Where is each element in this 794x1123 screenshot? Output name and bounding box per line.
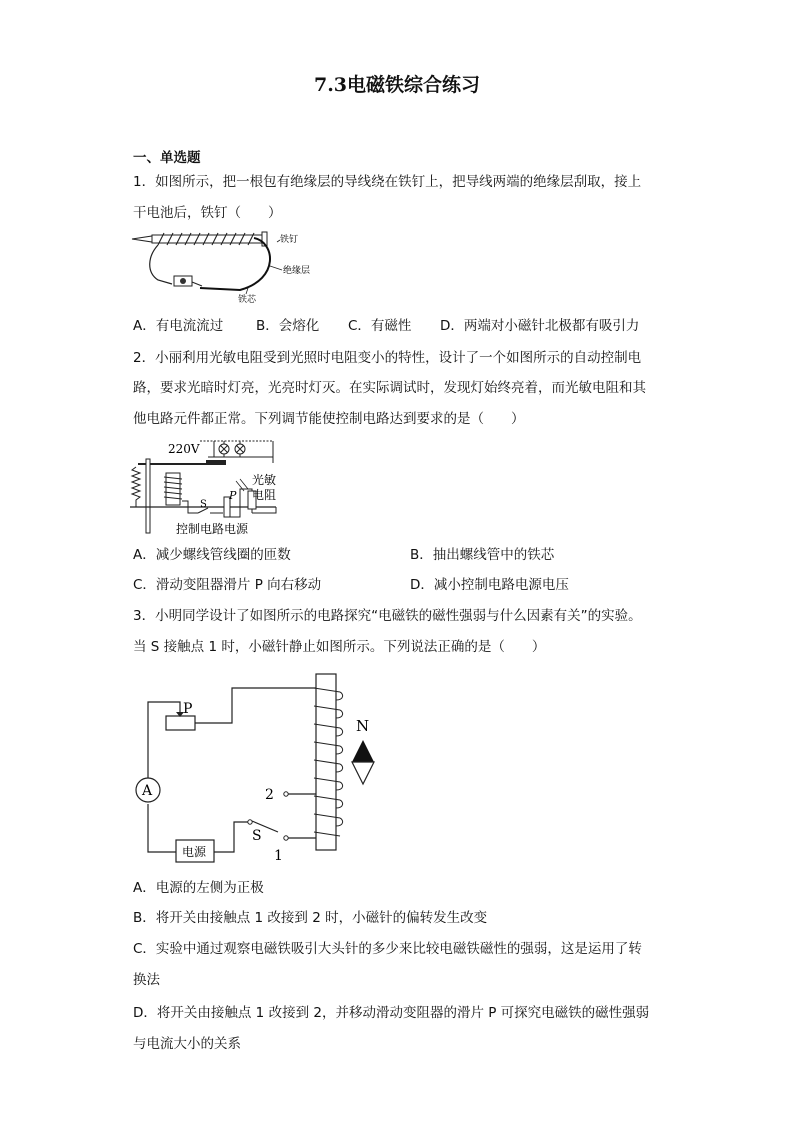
q2-stem-line3: 他电路元件都正常。下列调节能使控制电路达到要求的是（ ） bbox=[133, 411, 525, 427]
label-s: S bbox=[200, 499, 207, 510]
wire-left bbox=[150, 245, 172, 284]
label-nail: 铁钉 bbox=[280, 235, 299, 245]
label-s: S bbox=[252, 828, 262, 844]
label-insulation: 绝缘层 bbox=[283, 266, 311, 276]
q3-option-c-line1[interactable]: C．实验中通过观察电磁铁吸引大头针的多少来比较电磁铁磁性的强弱，这是运用了转 bbox=[133, 941, 642, 957]
label-2: 2 bbox=[265, 787, 274, 803]
q1-option-d[interactable]: D．两端对小磁针北极都有吸引力 bbox=[440, 318, 640, 334]
q2-figure-relay-circuit bbox=[128, 433, 278, 537]
section-heading: 一、单选题 bbox=[133, 150, 201, 166]
q1-stem-line1: 1．如图所示，把一根包有绝缘层的导线绕在铁钉上，把导线两端的绝缘层刮取，接上 bbox=[133, 174, 642, 190]
label-p: P bbox=[183, 701, 193, 717]
q1-option-a[interactable]: A．有电流流过 bbox=[133, 318, 224, 334]
label-p: P bbox=[229, 489, 237, 502]
q2-option-d[interactable]: D．减小控制电路电源电压 bbox=[410, 577, 569, 593]
wire-right bbox=[200, 238, 270, 290]
spring bbox=[132, 467, 140, 507]
q3-option-a[interactable]: A．电源的左侧为正极 bbox=[133, 880, 264, 896]
switch-pivot bbox=[248, 820, 252, 824]
lamp-icon-2 bbox=[235, 444, 245, 454]
q1-figure-nail-coil bbox=[130, 224, 330, 306]
lamp-icon-1 bbox=[219, 444, 229, 454]
nail-tip bbox=[132, 236, 152, 242]
q2-stem-line1: 2．小丽利用光敏电阻受到光照时电阻变小的特性，设计了一个如图所示的自动控制电 bbox=[133, 350, 642, 366]
q3-option-d-line2[interactable]: 与电流大小的关系 bbox=[133, 1036, 241, 1052]
q3-stem-line1: 3．小明同学设计了如图所示的电路探究“电磁铁的磁性强弱与什么因素有关”的实验。 bbox=[133, 608, 642, 624]
support-post bbox=[146, 459, 150, 533]
label-photo-1: 光敏 bbox=[252, 473, 277, 487]
q2-option-c[interactable]: C．滑动变阻器滑片 P 向右移动 bbox=[133, 577, 322, 593]
q3-option-b[interactable]: B．将开关由接触点 1 改接到 2 时，小磁针的偏转发生改变 bbox=[133, 910, 488, 926]
page-title: 7.3电磁铁综合练习 bbox=[313, 74, 481, 96]
contact-2[interactable] bbox=[284, 792, 288, 796]
label-source: 电源 bbox=[182, 845, 207, 859]
q3-option-c-line2[interactable]: 换法 bbox=[133, 972, 160, 988]
rheostat bbox=[166, 716, 195, 730]
battery-terminal bbox=[180, 278, 186, 284]
label-core: 铁芯 bbox=[238, 295, 257, 305]
q1-stem-line2: 干电池后，铁钉（ ） bbox=[133, 205, 282, 221]
label-220v: 220V bbox=[168, 442, 200, 456]
q3-stem-line2: 当 S 接触点 1 时，小磁针静止如图所示。下列说法正确的是（ ） bbox=[133, 639, 546, 655]
contact-1[interactable] bbox=[284, 836, 288, 840]
compass-needle-north bbox=[352, 740, 374, 762]
q1-option-b[interactable]: B．会熔化 bbox=[256, 318, 320, 334]
q2-option-a[interactable]: A．减少螺线管线圈的匝数 bbox=[133, 547, 291, 563]
label-n: N bbox=[356, 717, 370, 735]
compass-needle-south bbox=[352, 762, 374, 784]
q2-option-b[interactable]: B．抽出螺线管中的铁芯 bbox=[410, 547, 555, 563]
label-photo-2: 电阻 bbox=[252, 488, 277, 502]
label-a: A bbox=[142, 783, 153, 799]
label-1: 1 bbox=[274, 848, 283, 864]
q3-option-d-line1[interactable]: D．将开关由接触点 1 改接到 2，并移动滑动变阻器的滑片 P 可探究电磁铁的磁性强弱 bbox=[133, 1005, 650, 1021]
q3-figure-electromagnet-circuit bbox=[128, 668, 388, 866]
label-control-source: 控制电路电源 bbox=[176, 522, 249, 536]
q1-option-c[interactable]: C．有磁性 bbox=[348, 318, 412, 334]
q2-stem-line2: 路，要求光暗时灯亮，光亮时灯灭。在实际调试时，发现灯始终亮着，而光敏电阻和其 bbox=[133, 380, 646, 396]
